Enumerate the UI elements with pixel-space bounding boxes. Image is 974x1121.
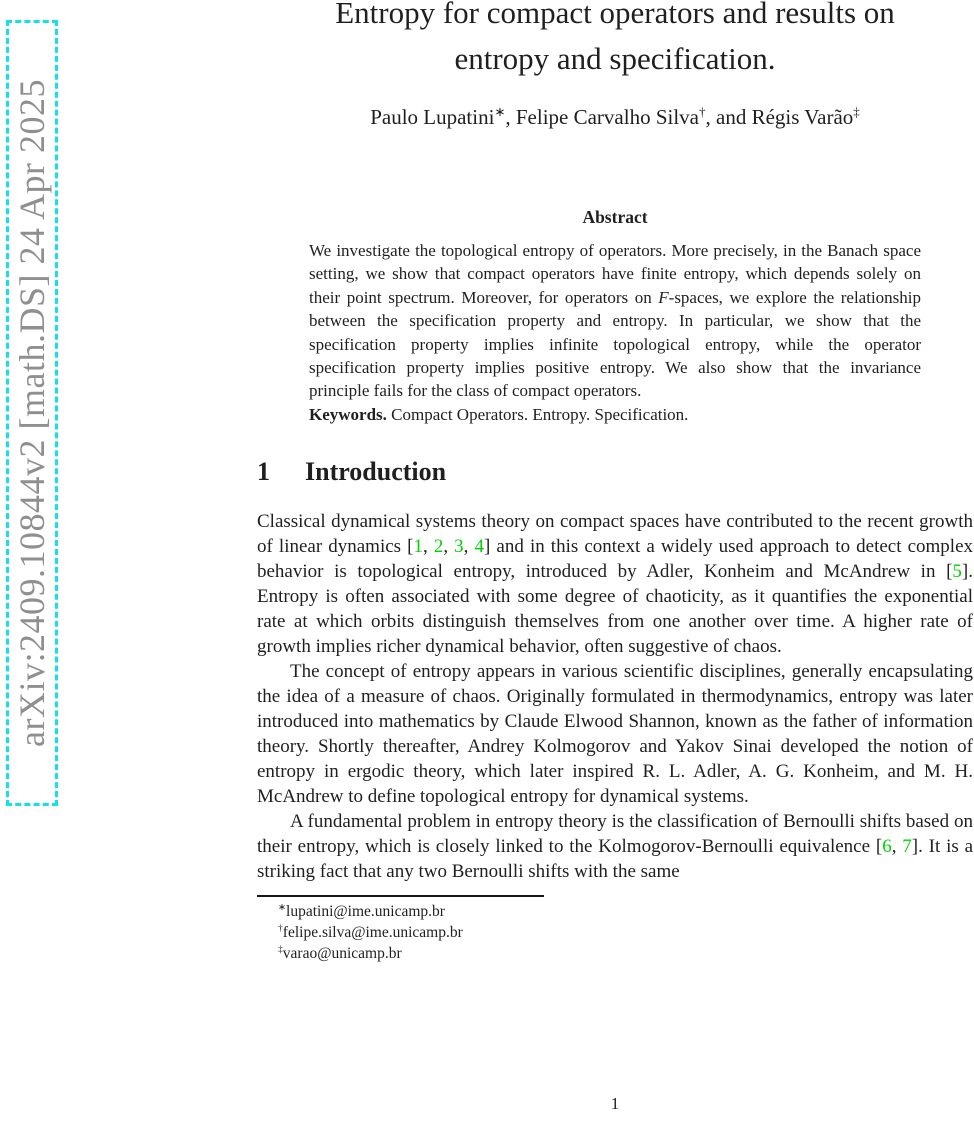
footnote-marker: ∗ — [278, 902, 287, 914]
footnote-marker: ‡ — [853, 104, 860, 119]
citation-link[interactable]: 1 — [413, 536, 423, 558]
footnote-author-2-email: †felipe.silva@ime.unicamp.br — [278, 922, 463, 942]
italic-text: F — [658, 287, 669, 307]
page-number: 1 — [610, 1094, 620, 1113]
citation-link[interactable]: 5 — [952, 561, 962, 583]
footnote-marker: † — [699, 104, 706, 119]
arxiv-stamp-box — [6, 20, 58, 806]
page-content — [257, 0, 973, 1121]
authors-line: Paulo Lupatini∗, Felipe Carvalho Silva†, and Régis Varão‡ — [370, 104, 860, 129]
keywords-line: Keywords. Compact Operators. Entropy. Specification. — [309, 404, 689, 424]
citation-link[interactable]: 4 — [474, 536, 485, 558]
abstract-block — [309, 239, 921, 426]
footnote-marker: † — [278, 922, 283, 934]
footnote-author-1-email: ∗lupatini@ime.unicamp.br — [278, 902, 445, 921]
intro-paragraph-1: Classical dynamical systems theory on compact spaces have contributed to the recent growth of linear dynamics [1, 2, 3, 4] and in this context a widely used approach to detect complex behavior is topological entropy, introduced by Adler, Konheim and McAndrew in [5]. Entropy is often associated with some degree of chaoticity, as it quantifies the exponential rate at which orbits distinguish themselves from one another over time. A higher rate of growth implies richer dynamical behavior, often suggestive of chaos. — [257, 511, 974, 658]
paper-title-line-2: entropy and specification. — [454, 41, 776, 76]
section-title: Introduction — [305, 457, 447, 487]
paper-title-line-1: Entropy for compact operators and results on — [335, 0, 895, 30]
citation-link[interactable]: 3 — [454, 536, 464, 558]
arxiv-stamp-link[interactable]: arXiv:2409.10844v2 [math.DS] 24 Apr 2025 — [12, 79, 52, 747]
citation-link[interactable]: 7 — [902, 836, 912, 858]
citation-link[interactable]: 2 — [433, 536, 444, 558]
citation-link[interactable]: 6 — [882, 836, 892, 858]
footnote-rule — [257, 895, 544, 897]
footnote-author-3-email: ‡varao@unicamp.br — [278, 943, 402, 962]
intro-paragraph-2: The concept of entropy appears in various scientific disciplines, generally encapsulating the idea of a measure of chaos. Originally formulated in thermodynamics, entropy was later introduced into mathematics by Claude Elwood Shannon, known as the father of information theory. Shortly thereafter, Andrey Kolmogorov and Yakov Sinai developed the notion of entropy in ergodic theory, which later inspired R. L. Adler, A. G. Konheim, and M. H. McAndrew to define topological entropy for dynamical systems. — [257, 661, 973, 808]
footnote-marker: ‡ — [278, 943, 283, 955]
abstract-text: We investigate the topological entropy of operators. More precisely, in the Banach space setting, we show that compact operators have finite entropy, which depends solely on their point spectrum. Moreover, for operators on F-spaces, we explore the relationship between the specification property and entropy. In particular, we show that the specification property implies infinite topological entropy, while the operator specification property implies positive entropy. We also show that the invariance principle fails for the class of compact operators. — [309, 241, 921, 401]
intro-paragraph-3: A fundamental problem in entropy theory is the classification of Bernoulli shifts based on their entropy, which is closely linked to the Kolmogorov-Bernoulli equivalence [6, 7]. It is a striking fact that any two Bernoulli shifts with the same — [257, 811, 973, 883]
bold-text: Keywords. — [309, 404, 387, 424]
footnote-marker: ∗ — [494, 104, 506, 119]
abstract-heading: Abstract — [582, 207, 648, 227]
paper-title — [257, 0, 973, 82]
section-number: 1 — [257, 457, 270, 487]
section-heading — [257, 455, 973, 489]
